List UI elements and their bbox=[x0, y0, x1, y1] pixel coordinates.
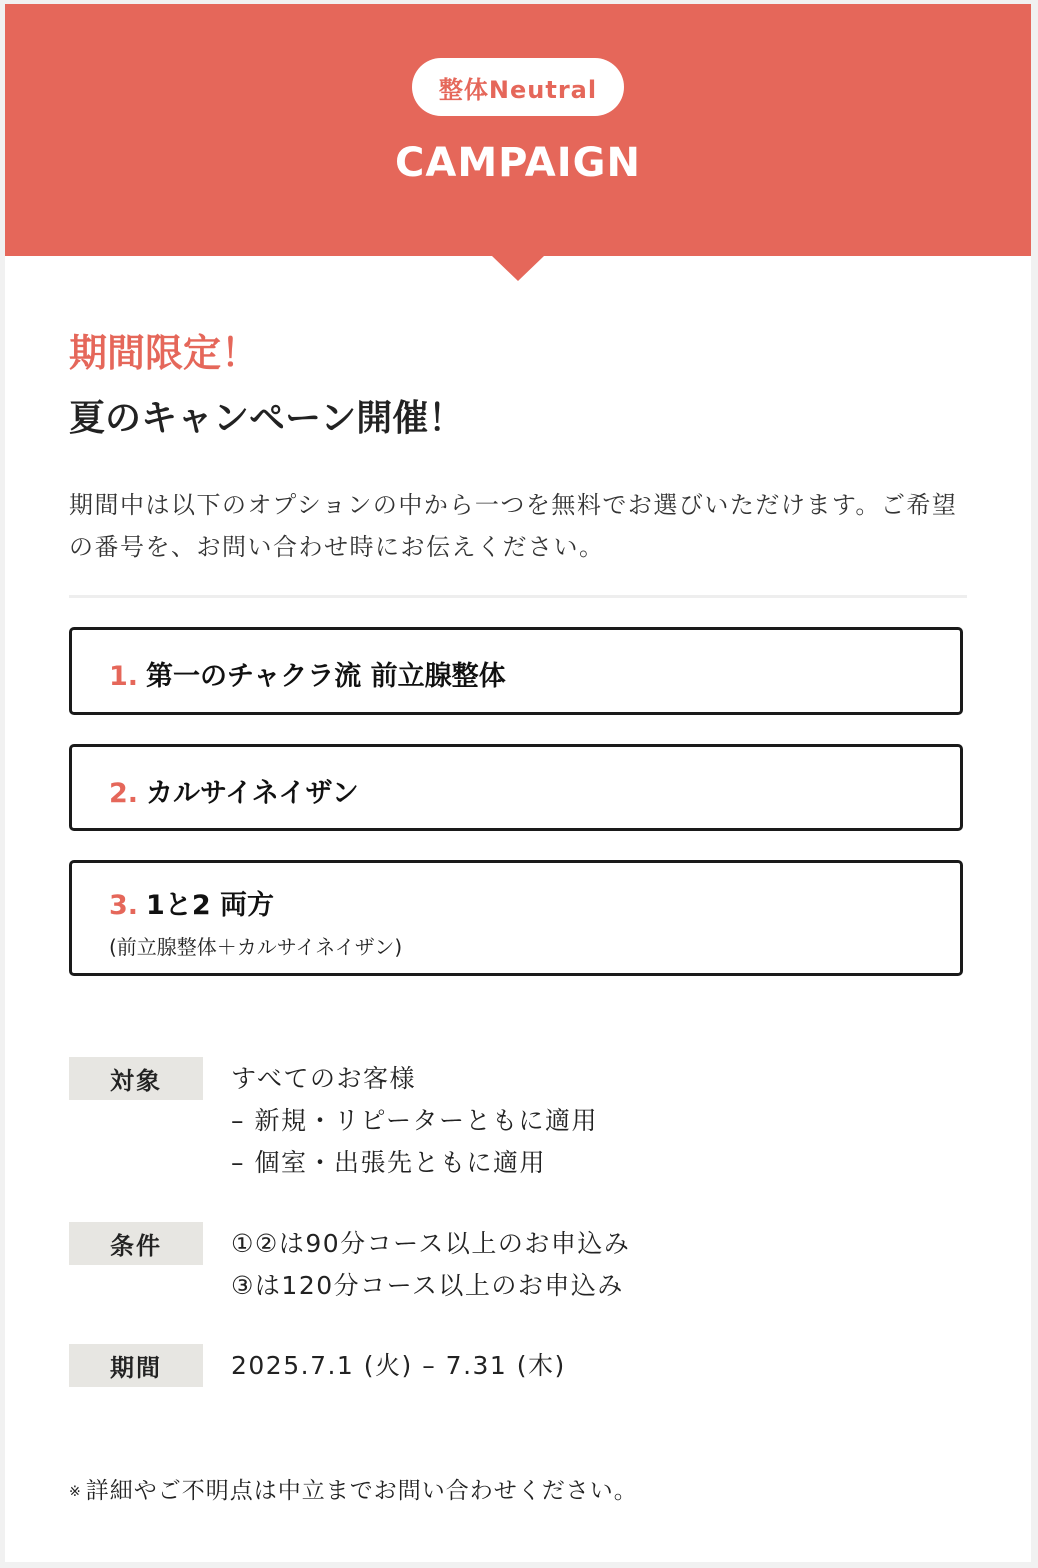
detail-line: – 新規・リピーターともに適用 bbox=[231, 1106, 598, 1135]
note-mark: ※ bbox=[69, 1483, 82, 1500]
campaign-description: 期間中は以下のオプションの中から一つを無料でお選びいただけます。ご希望の番号を、お問い合わせ時にお伝えください。 bbox=[69, 491, 958, 561]
detail-label-target: 対象 bbox=[69, 1057, 203, 1100]
option-sub-label: (前立腺整体＋カルサイネイザン) bbox=[109, 935, 403, 959]
detail-line: ①②は90分コース以上のお申込み bbox=[231, 1229, 631, 1258]
option-card-3 bbox=[69, 860, 963, 976]
footnote bbox=[69, 1472, 638, 1505]
detail-value-period bbox=[231, 1345, 566, 1387]
campaign-header bbox=[5, 4, 1031, 256]
detail-line: ③は120分コース以上のお申込み bbox=[231, 1271, 624, 1300]
option-number: 3. bbox=[109, 890, 139, 921]
option-card-2 bbox=[69, 744, 963, 831]
option-label: 第一のチャクラ流 前立腺整体 bbox=[146, 661, 506, 692]
header-pointer-arrow bbox=[492, 256, 544, 281]
campaign-card bbox=[5, 4, 1031, 1562]
footnote-text: 詳細やご不明点は中立までお問い合わせください。 bbox=[85, 1478, 638, 1504]
detail-value-conditions bbox=[231, 1223, 630, 1307]
detail-line: – 個室・出張先ともに適用 bbox=[231, 1148, 546, 1177]
brand-badge: 整体Neutral bbox=[412, 58, 624, 116]
detail-line: すべてのお客様 bbox=[231, 1064, 417, 1093]
detail-label-conditions: 条件 bbox=[69, 1222, 203, 1265]
detail-line: 2025.7.1 (火) – 7.31 (木) bbox=[231, 1351, 566, 1380]
section-divider bbox=[69, 595, 967, 598]
campaign-title: CAMPAIGN bbox=[395, 140, 641, 186]
limited-time-label: 期間限定！ bbox=[69, 331, 260, 375]
option-card-1 bbox=[69, 627, 963, 715]
campaign-headline: 夏のキャンペーン開催！ bbox=[69, 398, 465, 439]
option-number: 2. bbox=[109, 778, 139, 809]
option-label: 1と2 両方 bbox=[146, 890, 275, 921]
option-label: カルサイネイザン bbox=[146, 778, 359, 809]
detail-value-target bbox=[231, 1058, 598, 1184]
detail-label-period: 期間 bbox=[69, 1344, 203, 1387]
option-number: 1. bbox=[109, 661, 139, 692]
